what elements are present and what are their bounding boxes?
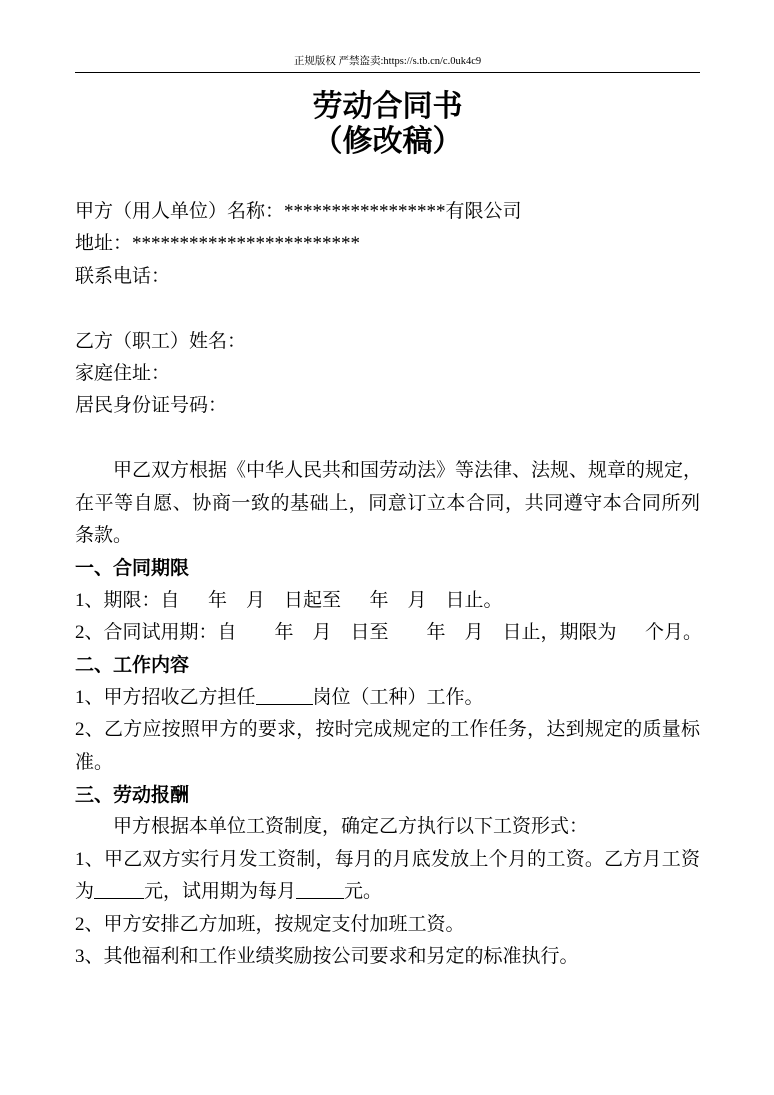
preamble-line: 在平等自愿、协商一致的基础上，同意订立本合同，共同遵守本合同所列 <box>75 492 700 514</box>
pay-intro: 甲方根据本单位工资制度，确定乙方执行以下工资形式： <box>113 816 589 838</box>
spacer-line <box>75 423 700 455</box>
party-a-name: 甲方（用人单位）名称：*****************有限公司 <box>75 201 522 222</box>
section-heading-work: 二、工作内容 <box>75 654 190 677</box>
salary-suffix: 元。 <box>344 881 383 903</box>
position-clause <box>75 682 700 714</box>
benefits-clause: 3、其他福利和工作业绩奖励按公司要求和另定的标准执行。 <box>75 945 579 967</box>
position-clause-before: 1、甲方招收乙方担任 <box>75 686 256 708</box>
salary-clause-line: 1、甲乙双方实行月发工资制，每月的月底发放上个月的工资。乙方月工资 <box>75 848 700 870</box>
document-body <box>75 196 703 973</box>
salary-middle: 元，试用期为每月 <box>144 881 297 903</box>
document-subtitle: （修改稿） <box>312 125 463 158</box>
party-a-address: 地址：************************ <box>75 233 361 255</box>
term-clause: 1、期限：自 年 月 日起至 年 月 日止。 <box>75 589 503 611</box>
section-heading-term: 一、合同期限 <box>75 557 190 580</box>
preamble-line: 条款。 <box>75 524 133 546</box>
preamble-line: 甲乙双方根据《中华人民共和国劳动法》等法律、法规、规章的规定， <box>113 460 703 482</box>
party-b-name: 乙方（职工）姓名： <box>75 330 247 352</box>
section-heading-pay: 三、劳动报酬 <box>75 784 190 807</box>
monthly-salary-blank <box>94 883 144 899</box>
salary-prefix: 为 <box>75 881 95 903</box>
position-blank <box>256 689 313 705</box>
party-b-home-address: 家庭住址： <box>75 362 171 384</box>
position-clause-after: 岗位（工种）工作。 <box>312 686 484 708</box>
overtime-clause: 2、甲方安排乙方加班，按规定支付加班工资。 <box>75 913 465 935</box>
document-title: 劳动合同书 <box>312 90 463 123</box>
duty-clause-line: 准。 <box>75 751 114 773</box>
document-title-block <box>75 89 700 159</box>
spacer-line <box>75 293 700 325</box>
header-divider <box>75 72 700 73</box>
party-a-phone: 联系电话： <box>75 265 171 287</box>
copyright-notice: 正规版权 严禁盗卖:https://s.tb.cn/c.0uk4c9 <box>293 56 482 67</box>
salary-clause-amounts <box>75 876 700 908</box>
party-b-id-number: 居民身份证号码： <box>75 395 228 417</box>
probation-salary-blank <box>296 883 344 899</box>
probation-clause: 2、合同试用期：自 年 月 日至 年 月 日止，期限为 个月。 <box>75 622 703 644</box>
duty-clause-line: 2、乙方应按照甲方的要求，按时完成规定的工作任务，达到规定的质量标 <box>75 719 700 741</box>
